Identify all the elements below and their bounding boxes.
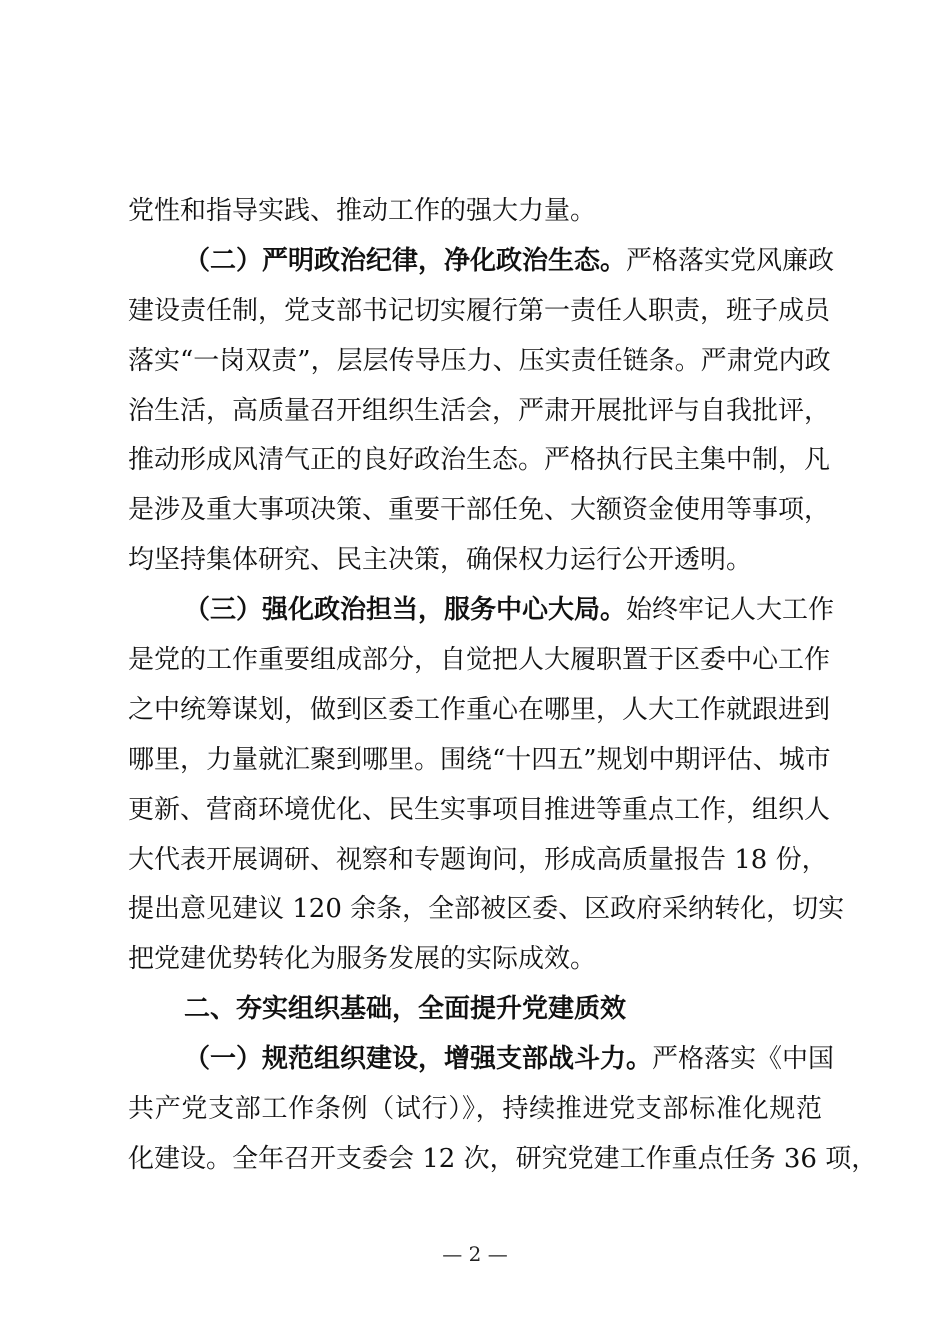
line-text: 共产党支部工作条例（试行）》，持续推进党支部标准化规范: [128, 1094, 822, 1125]
line-text: 严格落实《中国: [652, 1044, 835, 1075]
paragraph-line: [128, 686, 831, 736]
line-text: 大代表开展调研、视察和专题询问，形成高质量报告 18 份，: [128, 844, 828, 875]
line-text: 之中统筹谋划，做到区委工作重心在哪里，人大工作就跟进到: [128, 694, 831, 725]
paragraph-line: [128, 387, 831, 437]
line-text: 是涉及重大事项决策、重要干部任免、大额资金使用等事项，: [128, 495, 831, 526]
paragraph-line: [128, 237, 835, 287]
line-text: 落实“一岗双责”，层层传导压力、压实责任链条。严肃党内政: [128, 345, 831, 376]
page-number: — 2 —: [442, 1242, 508, 1266]
paragraph-line: [128, 287, 831, 337]
section-heading: （二）严明政治纪律，净化政治生态。: [184, 245, 627, 276]
line-text: 提出意见建议 120 余条，全部被区委、区政府采纳转化，切实: [128, 894, 845, 925]
line-text: 党性和指导实践、推动工作的强大力量。: [128, 196, 597, 226]
paragraph-line: [128, 736, 831, 786]
paragraph-line: [128, 885, 845, 935]
line-text: 治生活，高质量召开组织生活会，严肃开展批评与自我批评，: [128, 395, 831, 426]
paragraph-line: [128, 486, 831, 536]
paragraph-line: [128, 187, 822, 237]
line-text: 更新、营商环境优化、民生实事项目推进等重点工作，组织人: [128, 794, 831, 825]
section-heading: （三）强化政治担当，服务中心大局。: [184, 595, 627, 626]
line-text: 推动形成风清气正的良好政治生态。严格执行民主集中制，凡: [128, 445, 831, 476]
line-text: 是党的工作重要组成部分，自觉把人大履职置于区委中心工作: [128, 645, 831, 676]
paragraph-line: [128, 836, 828, 886]
paragraph-line: [128, 1035, 835, 1085]
chapter-heading: [128, 985, 822, 1035]
paragraph-line: [128, 786, 831, 836]
line-text: 建设责任制，党支部书记切实履行第一责任人职责，班子成员: [128, 295, 831, 326]
line-text: 化建设。全年召开支委会 12 次，研究党建工作重点任务 36 项，: [128, 1143, 878, 1174]
line-text: 均坚持集体研究、民主决策，确保权力运行公开透明。: [128, 545, 753, 576]
line-text: 哪里，力量就汇聚到哪里。围绕“十四五”规划中期评估、城市: [128, 744, 831, 775]
paragraph-line: [128, 536, 822, 586]
chapter-heading-text: 二、夯实组织基础，全面提升党建质效: [184, 994, 627, 1025]
section-heading: （一）规范组织建设，增强支部战斗力。: [184, 1044, 653, 1075]
paragraph-line: [128, 935, 822, 985]
paragraph-line: [128, 586, 835, 636]
line-text: 把党建优势转化为服务发展的实际成效。: [128, 944, 597, 975]
paragraph-line: [128, 337, 831, 387]
document-body: [128, 187, 878, 1185]
line-text: 严格落实党风廉政: [626, 245, 835, 276]
line-text: 始终牢记人大工作: [626, 595, 835, 626]
paragraph-line: [128, 1135, 878, 1185]
paragraph-line: [128, 436, 831, 486]
paragraph-line: [128, 636, 831, 686]
paragraph-line: [128, 1085, 822, 1135]
